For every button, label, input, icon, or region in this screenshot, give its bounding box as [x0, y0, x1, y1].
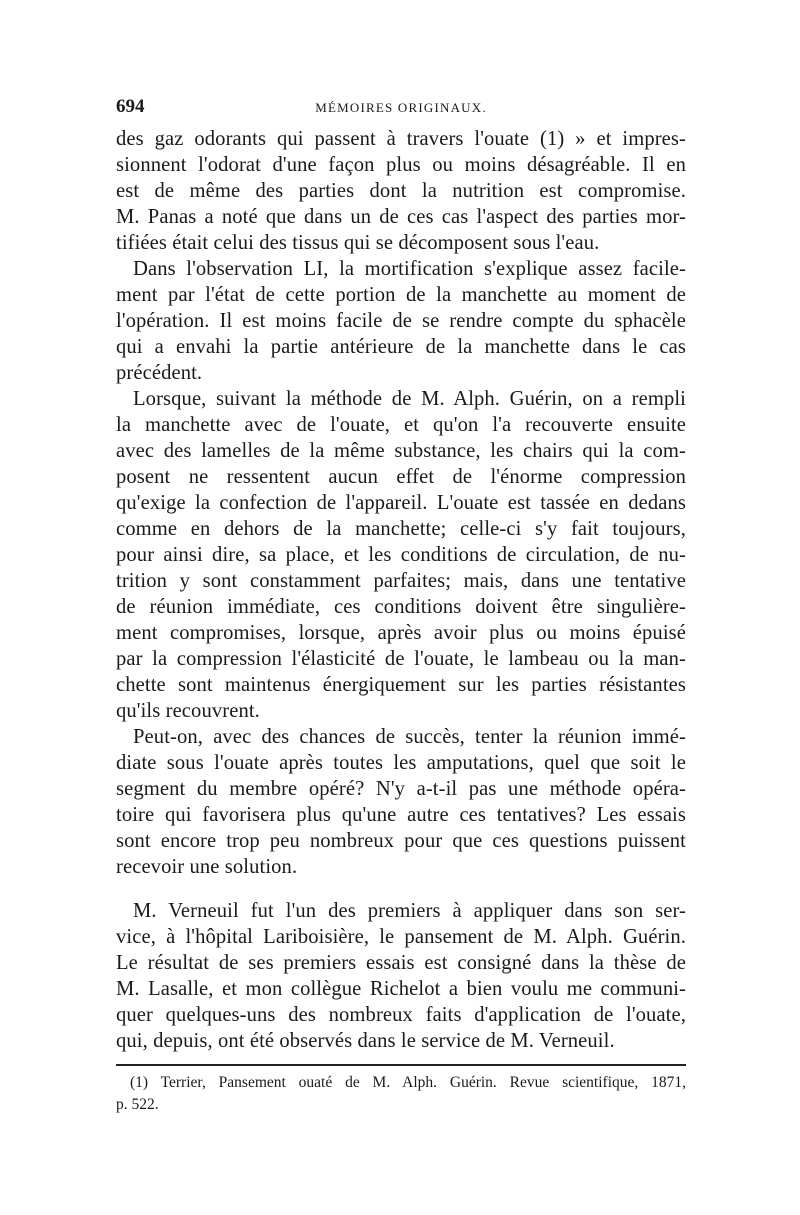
text-line: diate sous l'ouate après toutes les amputations, quel que soit le — [116, 752, 686, 774]
text-line: posent ne ressentent aucun effet de l'énorme compression — [116, 466, 686, 488]
text-line: pour ainsi dire, sa place, et les conditions de circulation, de nu- — [116, 544, 686, 566]
text-line: qui a envahi la partie antérieure de la manchette dans le cas — [116, 336, 686, 358]
text-line: toire qui favorisera plus qu'une autre ces tentatives? Les essais — [116, 804, 686, 826]
text-line: Lorsque, suivant la méthode de M. Alph. Guérin, on a rempli — [133, 388, 686, 410]
text-line: la manchette avec de l'ouate, et qu'on l'a recouverte ensuite — [116, 414, 686, 436]
text-line: précédent. — [116, 362, 203, 384]
text-line: par la compression l'élasticité de l'ouate, le lambeau ou la man- — [116, 648, 686, 670]
text-line: ment compromises, lorsque, après avoir plus ou moins épuisé — [116, 622, 686, 644]
section-gap — [116, 880, 686, 898]
text-line: ment par l'état de cette portion de la manchette au moment de — [116, 284, 686, 306]
text-line: Dans l'observation LI, la mortification s'explique assez facile- — [133, 258, 686, 280]
text-line: qui, depuis, ont été observés dans le service de M. Verneuil. — [116, 1030, 615, 1052]
text-line: M. Lasalle, et mon collègue Richelot a bien voulu me communi- — [116, 978, 686, 1000]
paragraph — [116, 724, 686, 880]
paragraph — [116, 126, 686, 256]
paragraph — [116, 898, 686, 1054]
text-line: l'opération. Il est moins facile de se rendre compte du sphacèle — [116, 310, 686, 332]
text-line: est de même des parties dont la nutrition est compromise. — [116, 180, 686, 202]
text-line: tifiées était celui des tissus qui se décomposent sous l'eau. — [116, 232, 600, 254]
paragraph — [116, 386, 686, 724]
text-line: quer quelques-uns des nombreux faits d'application de l'ouate, — [116, 1004, 686, 1026]
footnote-line: (1) Terrier, Pansement ouaté de M. Alph. Guérin. Revue scientifique, 1871, — [130, 1074, 686, 1091]
text-line: des gaz odorants qui passent à travers l'ouate (1) » et impres- — [116, 128, 686, 150]
text-line: avec des lamelles de la même substance, les chairs qui la com- — [116, 440, 686, 462]
text-line: trition y sont constamment parfaites; mais, dans une tentative — [116, 570, 686, 592]
document-page — [116, 96, 686, 1116]
text-line: Peut-on, avec des chances de succès, tenter la réunion immé- — [133, 726, 686, 748]
text-line: sionnent l'odorat d'une façon plus ou moins désagréable. Il en — [116, 154, 686, 176]
text-line: M. Panas a noté que dans un de ces cas l'aspect des parties mor- — [116, 206, 686, 228]
footnote-divider — [116, 1064, 686, 1066]
text-line: de réunion immédiate, ces conditions doivent être singulière- — [116, 596, 686, 618]
text-line: comme en dehors de la manchette; celle-ci s'y fait toujours, — [116, 518, 686, 540]
text-line: chette sont maintenus énergiquement sur les parties résistantes — [116, 674, 686, 696]
running-title: MÉMOIRES ORIGINAUX. — [315, 100, 487, 115]
text-line: Le résultat de ses premiers essais est consigné dans la thèse de — [116, 952, 686, 974]
text-line: recevoir une solution. — [116, 856, 298, 878]
footnote-line: p. 522. — [116, 1096, 159, 1113]
footnote — [116, 1072, 686, 1116]
running-header — [116, 96, 686, 126]
text-line: qu'ils recouvrent. — [116, 700, 260, 722]
text-line: segment du membre opéré? N'y a-t-il pas une méthode opéra- — [116, 778, 686, 800]
text-line: M. Verneuil fut l'un des premiers à appliquer dans son ser- — [133, 900, 686, 922]
text-line: vice, à l'hôpital Lariboisière, le pansement de M. Alph. Guérin. — [116, 926, 686, 948]
text-line: qu'exige la confection de l'appareil. L'ouate est tassée en dedans — [116, 492, 686, 514]
text-line: sont encore trop peu nombreux pour que ces questions puissent — [116, 830, 686, 852]
page-number: 694 — [116, 96, 145, 117]
paragraph — [116, 256, 686, 386]
